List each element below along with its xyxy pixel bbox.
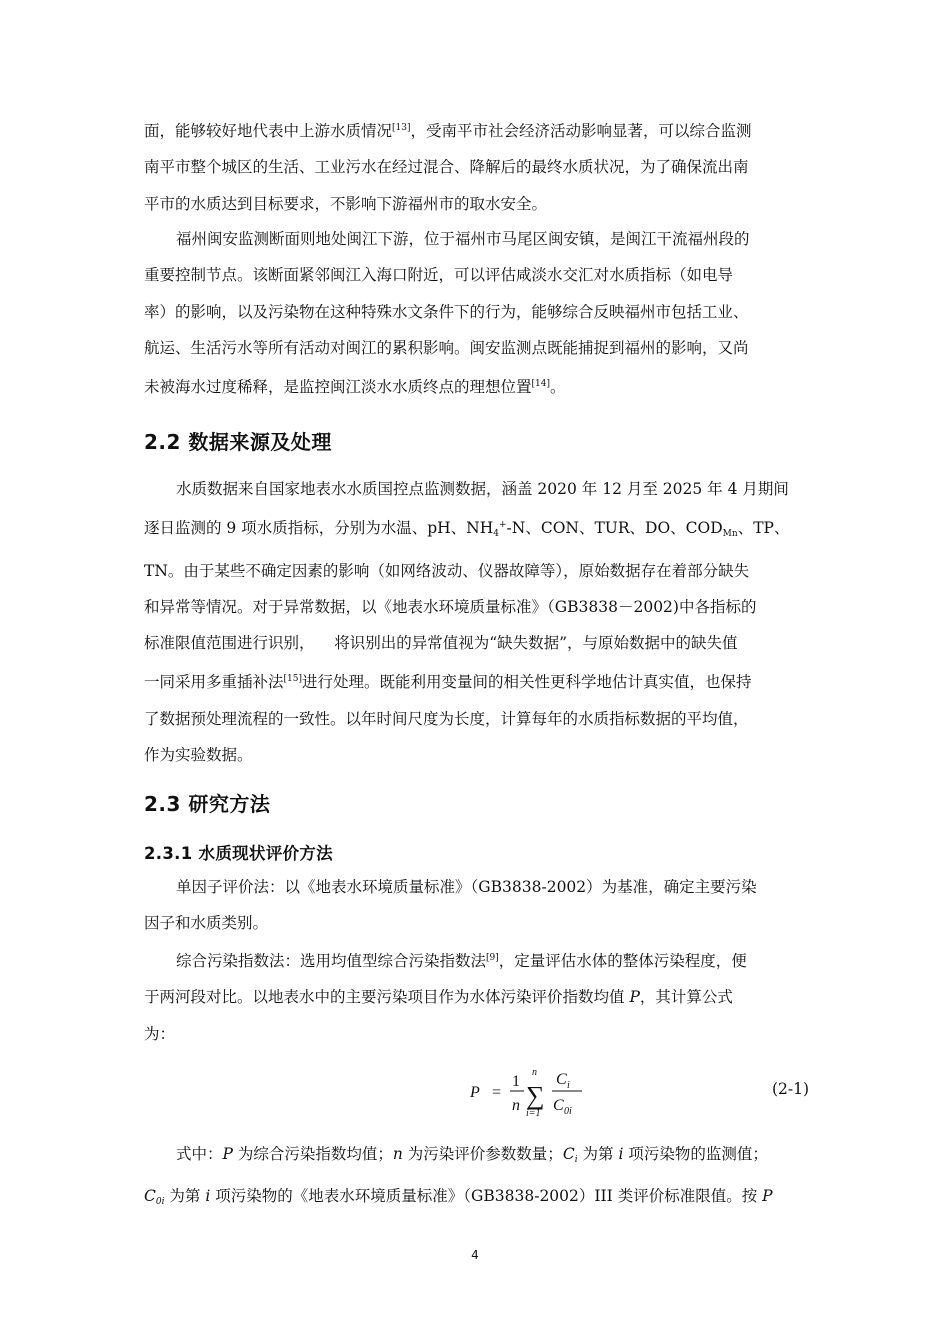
denominator-sub: 0i bbox=[564, 1106, 572, 1117]
text-line: TN。由于某些不确定因素的影响（如网络波动、仪器故障等），原始数据存在着部分缺失 bbox=[144, 561, 750, 580]
formula-one: 1 bbox=[512, 1073, 520, 1090]
text-line: 式中：P 为综合污染指数均值；n 为污染评价参数数量；$C_i$ 为第 i 项污染物的监测值； bbox=[176, 1145, 768, 1165]
paragraph-nanping-continued bbox=[144, 110, 808, 222]
denominator-C: C bbox=[553, 1097, 564, 1114]
text-line: 重要控制节点。该断面紧邻闽江入海口附近，可以评估咸淡水交汇对水质指标（如电导 bbox=[144, 266, 734, 285]
equation-number: (2-1) bbox=[772, 1080, 810, 1098]
text-line: 于两河段对比。以地表水中的主要污染项目作为水体污染评价指数均值 P，其计算公式 bbox=[144, 988, 733, 1007]
numerator-sub: i bbox=[567, 1080, 570, 1091]
text-line: 福州闽安监测断面则地处闽江下游，位于福州市马尾区闽安镇，是闽江干流福州段的 bbox=[176, 230, 750, 248]
formula-2-1 bbox=[460, 1062, 800, 1122]
sum-sign: ∑ bbox=[526, 1081, 545, 1110]
text-line: 逐日监测的 9 项水质指标，分别为水温、pH、$NH_4^+-N$、CON、TUR、DO、$COD_{Mn}$、TP、 bbox=[144, 519, 790, 540]
paragraph-fuzhou-minan bbox=[144, 221, 808, 405]
text-line: 作为实验数据。 bbox=[144, 746, 253, 765]
text-line: 为： bbox=[144, 1024, 176, 1043]
sum-upper: n bbox=[532, 1067, 537, 1078]
numerator-C: C bbox=[556, 1071, 567, 1088]
text-line: 因子和水质类别。 bbox=[144, 914, 269, 933]
text-line: 航运、生活污水等所有活动对闽江的累积影响。闽安监测点既能捕捉到福州的影响，又尚 bbox=[144, 338, 749, 357]
citation-ref: [9] bbox=[486, 953, 499, 963]
text-line: 单因子评价法：以《地表水环境质量标准》（GB3838-2002）为基准，确定主要污染 bbox=[176, 878, 757, 896]
paragraph-formula-explanation bbox=[144, 1136, 808, 1221]
text-line: 综合污染指数法：选用均值型综合污染指数法[9]，定量评估水体的整体污染程度，便 bbox=[176, 952, 747, 970]
text-line: 一同采用多重插补法[15]进行处理。既能利用变量间的相关性更科学地估计真实值，也保持 bbox=[144, 673, 752, 692]
text-line: 水质数据来自国家地表水水质国控点监测数据，涵盖 2020 年 12 月至 2025 年 4 月期间 bbox=[176, 480, 789, 498]
formula-lhs: P bbox=[470, 1084, 480, 1101]
text-line: 率）的影响，以及污染物在这种特殊水文条件下的行为，能够综合反映福州市包括工业、 bbox=[144, 302, 749, 321]
subsection-heading-2-3-1: 2.3.1 水质现状评价方法 bbox=[144, 844, 333, 863]
section-heading-2-2: 2.2 数据来源及处理 bbox=[144, 430, 332, 454]
text-line: 和异常等情况。对于异常数据，以《地表水环境质量标准》（GB3838－2002)中各指标的 bbox=[144, 597, 757, 616]
paragraph-data-source bbox=[144, 471, 808, 773]
page-number: 4 bbox=[471, 1248, 479, 1262]
section-heading-2-3: 2.3 研究方法 bbox=[144, 792, 271, 816]
citation-ref: [13] bbox=[392, 123, 411, 133]
formula-n: n bbox=[512, 1097, 520, 1114]
sum-lower: i=1 bbox=[526, 1108, 541, 1119]
formula-equals: = bbox=[492, 1084, 502, 1101]
text-line: 平市的水质达到目标要求，不影响下游福州市的取水安全。 bbox=[144, 194, 548, 213]
text-line: 标准限值范围进行识别， 将识别出的异常值视为“缺失数据”，与原始数据中的缺失值 bbox=[144, 634, 738, 653]
paragraph-composite-index bbox=[144, 940, 808, 1052]
citation-ref: [15] bbox=[283, 674, 302, 685]
text-line: 未被海水过度稀释，是监控闽江淡水水质终点的理想位置[14]。 bbox=[144, 378, 566, 397]
text-line: 面，能够较好地代表中上游水质情况[13]，受南平市社会经济活动影响显著，可以综合监测 bbox=[144, 122, 752, 140]
text-line: $C_{0i}$ 为第 i 项污染物的《地表水环境质量标准》（GB3838-2002）III 类评价标准限值。按 P bbox=[144, 1187, 773, 1208]
paragraph-single-factor bbox=[144, 869, 808, 942]
citation-ref: [14] bbox=[531, 379, 550, 390]
text-line: 南平市整个城区的生活、工业污水在经过混合、降解后的最终水质状况，为了确保流出南 bbox=[144, 158, 749, 177]
text-line: 了数据预处理流程的一致性。以年时间尺度为长度，计算每年的水质指标数据的平均值， bbox=[144, 709, 749, 728]
